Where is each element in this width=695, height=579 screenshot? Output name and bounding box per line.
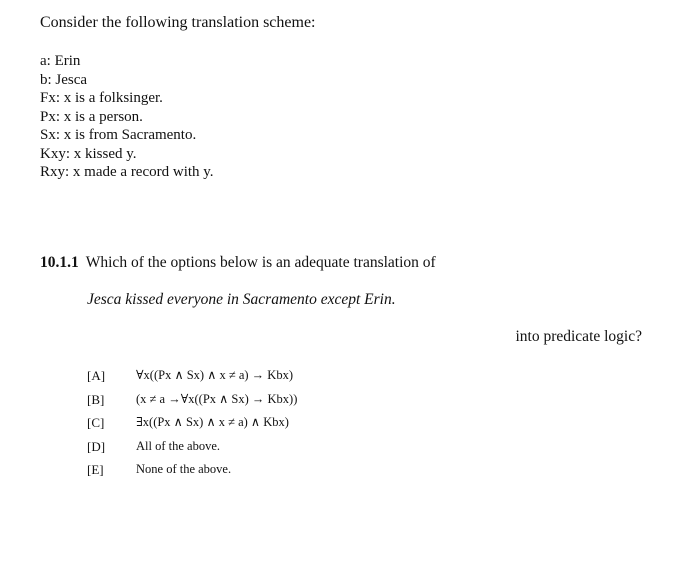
option-label: [B] [87, 391, 105, 407]
option-text: None of the above. [136, 462, 232, 476]
option-a[interactable] [87, 364, 297, 388]
option-b[interactable] [87, 388, 297, 412]
question-text: Which of the options below is an adequate translation of [85, 254, 436, 271]
question-heading [40, 254, 436, 272]
answer-options [87, 364, 297, 482]
scheme-entry: b: Jesca [40, 71, 88, 88]
option-text: ∀x((Px ∧ Sx) ∧ x ≠ a) → Kbx) [136, 368, 293, 382]
option-text: ∃x((Px ∧ Sx) ∧ x ≠ a) ∧ Kbx) [136, 415, 289, 429]
option-c[interactable] [87, 411, 297, 435]
scheme-entry: Fx: x is a folksinger. [40, 90, 163, 106]
option-label: [D] [87, 438, 106, 454]
question-sentence: Jesca kissed everyone in Sacramento except Erin. [87, 291, 396, 308]
question-number: 10.1.1 [40, 254, 79, 271]
option-label: [E] [87, 462, 104, 477]
option-label: [C] [87, 415, 105, 430]
scheme-entry: a: Erin [40, 53, 81, 69]
option-e[interactable] [87, 458, 297, 482]
scheme-entry: Sx: x is from Sacramento. [40, 127, 197, 143]
translation-scheme [40, 52, 214, 182]
option-text: (x ≠ a →∀x((Px ∧ Sx) → Kbx)) [136, 391, 298, 406]
scheme-entry: Px: x is a person. [40, 108, 143, 125]
option-text: All of the above. [136, 438, 221, 453]
option-d[interactable] [87, 435, 297, 459]
scheme-entry: Kxy: x kissed y. [40, 145, 137, 162]
intro-text: Consider the following translation scheme: [40, 14, 316, 31]
option-label: [A] [87, 368, 106, 383]
scheme-entry: Rxy: x made a record with y. [40, 164, 214, 180]
question-tail: into predicate logic? [515, 328, 642, 345]
